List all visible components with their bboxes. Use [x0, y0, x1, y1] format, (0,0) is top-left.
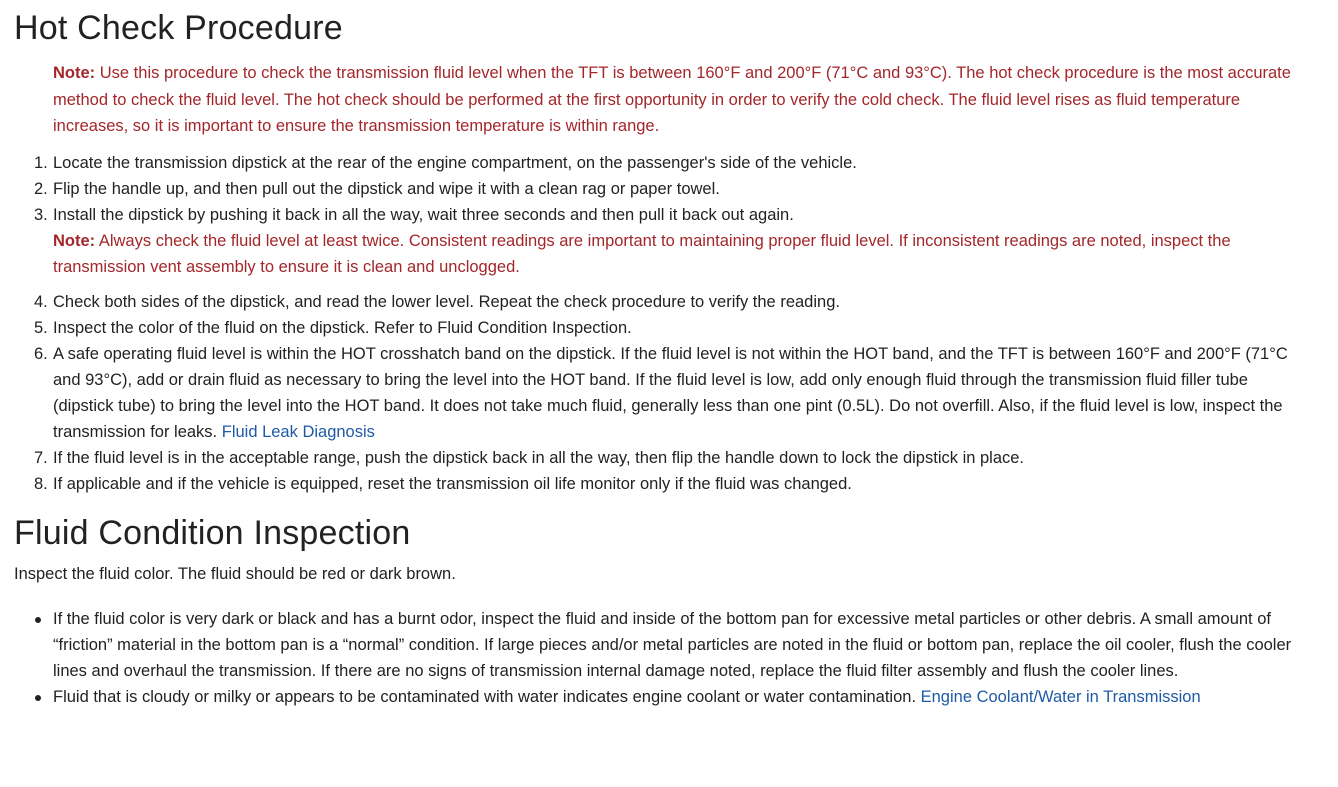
hot-check-steps-list	[14, 150, 1314, 281]
step-6	[14, 341, 1305, 445]
step-number: 2.	[34, 179, 48, 198]
step-text: Check both sides of the dipstick, and read the lower level. Repeat the check procedure to verify the reading.	[53, 292, 840, 311]
step-number: 6.	[34, 344, 48, 363]
step-text: A safe operating fluid level is within the HOT crosshatch band on the dipstick. If the fluid level is not within the HOT band, and the TFT is between 160°F and 200°F (71°C and 93°C), add or drain fluid as necessary to bring the level into the HOT band. If the fluid level is low, add only enough fluid through the transmission fluid filler tube (dipstick tube) to bring the level into the HOT band. It does not take much fluid, generally less than one pint (0.5L). Do not overfill. Also, if the fluid level is low, inspect the transmission for leaks.	[53, 344, 1288, 441]
hot-check-steps-list-continued	[14, 289, 1314, 497]
note-label: Note:	[53, 64, 96, 82]
fluid-leak-diagnosis-link[interactable]: Fluid Leak Diagnosis	[221, 422, 375, 441]
step-number: 5.	[34, 318, 48, 337]
note-text: Always check the fluid level at least twice. Consistent readings are important to maintaining proper fluid level. If inconsistent readings are noted, inspect the transmission vent assembly to ensure it is clean and unclogged.	[53, 231, 1231, 276]
step-4	[14, 289, 1305, 315]
step-text: If applicable and if the vehicle is equipped, reset the transmission oil life monitor only if the fluid was changed.	[53, 474, 852, 493]
step-text: Install the dipstick by pushing it back in all the way, wait three seconds and then pull it back out again.	[53, 205, 794, 224]
bullet-item-dark-fluid	[14, 606, 1293, 684]
step-number: 4.	[34, 292, 48, 311]
note-text: Use this procedure to check the transmission fluid level when the TFT is between 160°F and 200°F (71°C and 93°C). The hot check procedure is the most accurate method to check the fluid level. The hot check should be performed at the first opportunity in order to verify the cold check. The fluid level rises as fluid temperature increases, so it is important to ensure the transmission temperature is within range.	[53, 64, 1291, 135]
step-8	[14, 471, 1305, 497]
fluid-condition-heading: Fluid Condition Inspection	[14, 513, 411, 552]
fluid-condition-intro: Inspect the fluid color. The fluid should be red or dark brown.	[14, 564, 456, 583]
step-5	[14, 315, 1305, 341]
note-label: Note:	[53, 231, 96, 250]
step-text: Locate the transmission dipstick at the rear of the engine compartment, on the passenger's side of the vehicle.	[53, 153, 857, 172]
step-number: 3.	[34, 205, 48, 224]
step-number: 7.	[34, 448, 48, 467]
step-text: If the fluid level is in the acceptable range, push the dipstick back in all the way, then flip the handle down to lock the dipstick in place.	[53, 448, 1025, 467]
step-number: 1.	[34, 153, 48, 172]
step-1	[14, 150, 1305, 176]
hot-check-heading: Hot Check Procedure	[14, 9, 343, 47]
step-3-note	[53, 228, 1273, 281]
step-3	[14, 202, 1305, 281]
step-7	[14, 445, 1305, 471]
bullet-dot-icon	[35, 695, 41, 701]
bullet-text: Fluid that is cloudy or milky or appears to be contaminated with water indicates engine coolant or water contamination.	[53, 687, 921, 706]
step-text: Flip the handle up, and then pull out the dipstick and wipe it with a clean rag or paper towel.	[53, 179, 720, 198]
step-text: Inspect the color of the fluid on the dipstick. Refer to Fluid Condition Inspection.	[53, 318, 632, 337]
bullet-dot-icon	[35, 617, 41, 623]
hot-check-note	[53, 60, 1303, 140]
step-2	[14, 176, 1305, 202]
fluid-condition-bullets	[14, 606, 1314, 710]
bullet-item-cloudy-fluid	[14, 684, 1293, 710]
engine-coolant-water-link[interactable]: Engine Coolant/Water in Transmission	[920, 687, 1201, 706]
bullet-text: If the fluid color is very dark or black and has a burnt odor, inspect the fluid and inside of the bottom pan for excessive metal particles or other debris. A small amount of “friction” material in the bottom pan is a “normal” condition. If large pieces and/or metal particles are noted in the fluid or bottom pan, replace the oil cooler, flush the cooler lines and overhaul the transmission. If there are no signs of transmission internal damage noted, replace the fluid filter assembly and flush the cooler lines.	[53, 609, 1292, 680]
step-number: 8.	[34, 474, 48, 493]
